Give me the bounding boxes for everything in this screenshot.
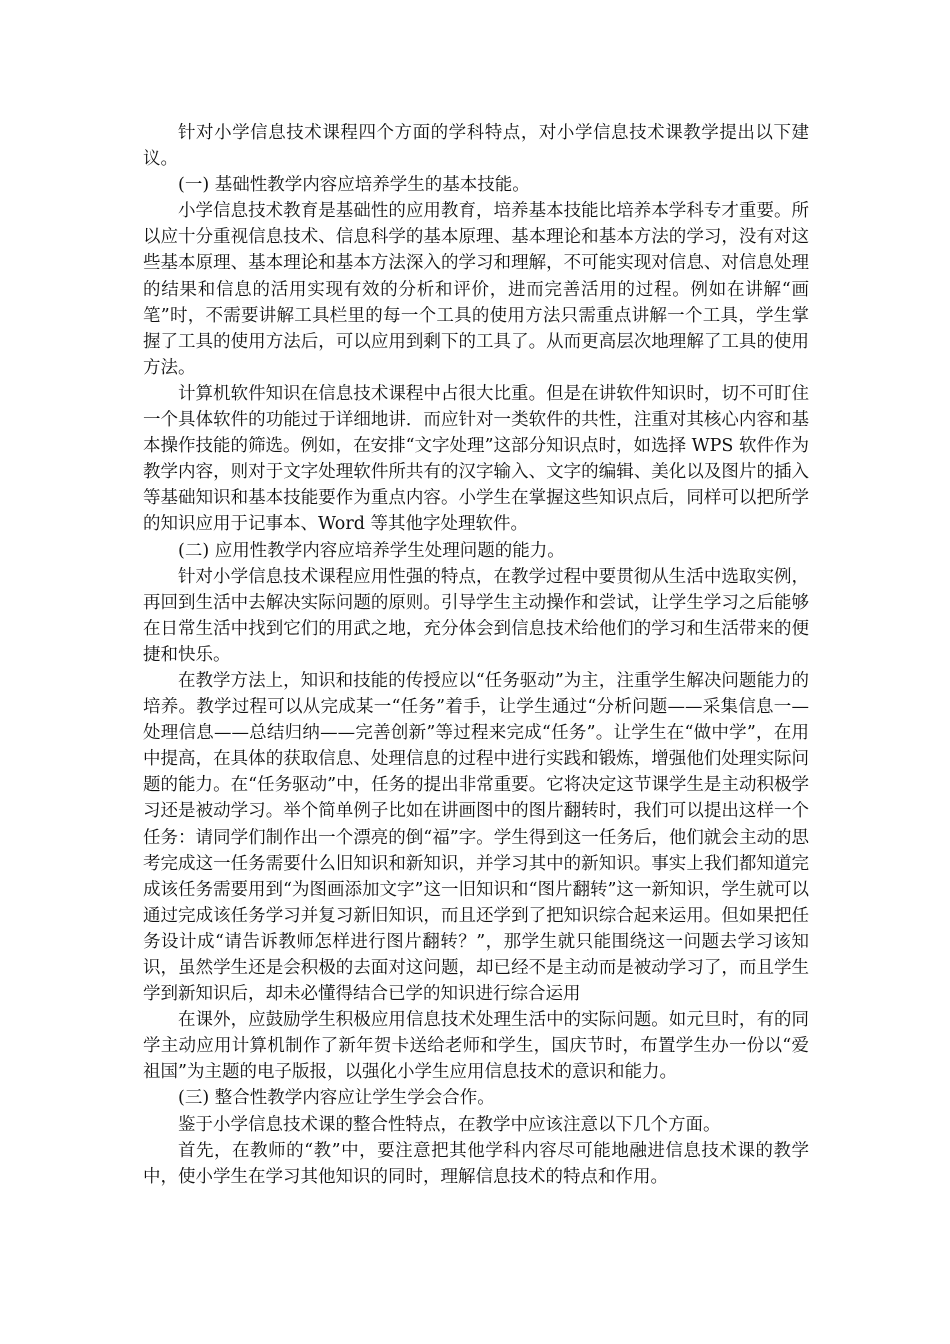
- paragraph-first-point: 首先，在教师的“教”中，要注意把其他学科内容尽可能地融进信息技术课的教学中，使小学生在学习其他知识的同时，理解信息技术的特点和作用。: [143, 1140, 809, 1187]
- heading-section-1: (一) 基础性教学内容应培养学生的基本技能。: [178, 175, 530, 196]
- paragraph-extracurricular: 在课外，应鼓励学生积极应用信息技术处理生活中的实际问题。如元旦时，有的同学主动应用计算机制作了新年贺卡送给老师和学生，国庆节时，布置学生办一份以“爱祖国”为主题的电子版报，以强化小学生应用信息技术的意识和能力。: [143, 1010, 809, 1083]
- heading-section-3: (三) 整合性教学内容应让学生学会合作。: [178, 1088, 495, 1109]
- document-body: [143, 120, 809, 1190]
- paragraph-integration: 鉴于小学信息技术课的整合性特点，在教学中应该注意以下几个方面。: [178, 1114, 721, 1135]
- paragraph-application: 针对小学信息技术课程应用性强的特点，在教学过程中要贯彻从生活中选取实例，再回到生活中去解决实际问题的原则。引导学生主动操作和尝试，让学生学习之后能够在日常生活中找到它们的用武之地，充分体会到信息技术给他们的学习和生活带来的便捷和快乐。: [143, 566, 809, 665]
- paragraph-task-driven: 在教学方法上，知识和技能的传授应以“任务驱动”为主，注重学生解决问题能力的培养。教学过程可以从完成某一“任务”着手，让学生通过“分析问题——采集信息一—处理信息——总结归纳——完善创新”等过程来完成“任务”。让学生在“做中学”，在用中提高，在具体的获取信息、处理信息的过程中进行实践和锻炼，增强他们处理实际问题的能力。在“任务驱动”中，任务的提出非常重要。它将决定这节课学生是主动积极学习还是被动学习。举个简单例子比如在讲画图中的图片翻转时，我们可以提出这样一个任务：请同学们制作出一个漂亮的倒“福”字。学生得到这一任务后，他们就会主动的思考完成这一任务需要什么旧知识和新知识，并学习其中的新知识。事实上我们都知道完成该任务需要用到“为图画添加文字”这一旧知识和“图片翻转”这一新知识，学生就可以通过完成该任务学习并复习新旧知识，而且还学到了把知识综合起来运用。但如果把任务设计成“请告诉教师怎样进行图片翻转？”，那学生就只能围绕这一问题去学习该知识，虽然学生还是会积极的去面对这问题，却已经不是主动而是被动学习了，而且学生学到新知识后，却未必懂得结合已学的知识进行综合运用: [143, 670, 809, 1005]
- heading-section-2: (二) 应用性教学内容应培养学生处理问题的能力。: [178, 540, 565, 561]
- paragraph-software-knowledge: 计算机软件知识在信息技术课程中占很大比重。但是在讲软件知识时，切不可盯住一个具体软件的功能过于详细地讲．而应针对一类软件的共性，注重对其核心内容和基本操作技能的筛选。例如，在安排“文字处理”这部分知识点时，如选择 WPS 软件作为教学内容，则对于文字处理软件所共有的汉字输入、文字的编辑、美化以及图片的插入等基础知识和基本技能要作为重点内容。小学生在掌握这些知识点后，同样可以把所学的知识应用于记事本、Word 等其他字处理软件。: [143, 383, 809, 535]
- paragraph-basic-skills: 小学信息技术教育是基础性的应用教育，培养基本技能比培养本学科专才重要。所以应十分重视信息技术、信息科学的基本原理、基本理论和基本方法的学习，没有对这些基本原理、基本理论和基本方法深入的学习和理解，不可能实现对信息、对信息处理的结果和信息的活用实现有效的分析和评价，进而完善活用的过程。例如在讲解“画笔”时，不需要讲解工具栏里的每一个工具的使用方法只需重点讲解一个工具，学生掌握了工具的使用方法后，可以应用到剩下的工具了。从而更高层次地理解了工具的使用方法。: [143, 201, 809, 378]
- paragraph-intro: 针对小学信息技术课程四个方面的学科特点，对小学信息技术课教学提出以下建议。: [143, 123, 809, 170]
